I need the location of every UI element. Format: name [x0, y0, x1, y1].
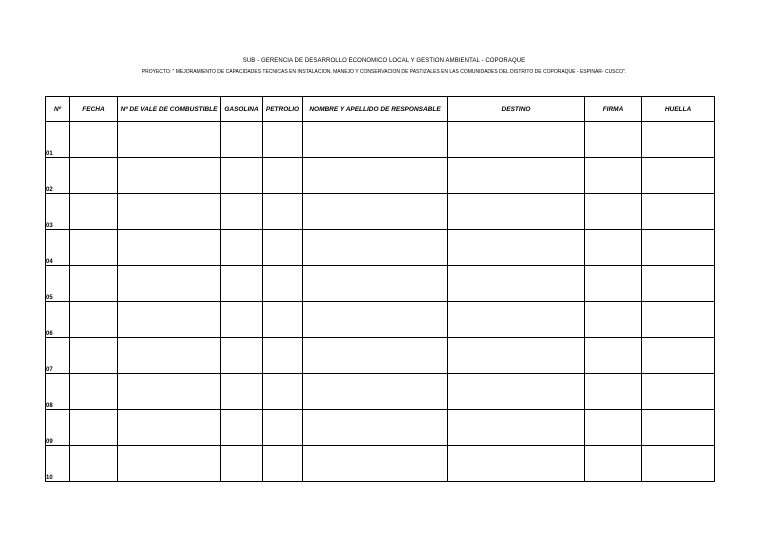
responsible-cell[interactable]	[303, 410, 448, 446]
signature-cell[interactable]	[585, 122, 642, 158]
row-number: 06	[46, 302, 70, 338]
gasoline-cell[interactable]	[221, 158, 263, 194]
destination-cell[interactable]	[448, 446, 585, 482]
diesel-cell[interactable]	[263, 158, 303, 194]
document-title: SUB - GERENCIA DE DESARROLLO ECONOMICO LOCAL Y GESTION AMBIENTAL - COPORAQUE	[242, 58, 526, 64]
destination-cell[interactable]	[448, 374, 585, 410]
gasoline-cell[interactable]	[221, 338, 263, 374]
row-number: 02	[46, 158, 70, 194]
table-row	[46, 338, 715, 374]
column-header-diesel: PETROLIO	[263, 97, 303, 122]
diesel-cell[interactable]	[263, 266, 303, 302]
responsible-cell[interactable]	[303, 158, 448, 194]
row-number: 05	[46, 266, 70, 302]
gasoline-cell[interactable]	[221, 230, 263, 266]
fingerprint-cell[interactable]	[642, 410, 715, 446]
destination-cell[interactable]	[448, 230, 585, 266]
voucher-cell[interactable]	[118, 230, 221, 266]
destination-cell[interactable]	[448, 338, 585, 374]
fingerprint-cell[interactable]	[642, 122, 715, 158]
table-row	[46, 302, 715, 338]
row-number: 08	[46, 374, 70, 410]
gasoline-cell[interactable]	[221, 410, 263, 446]
table-row	[46, 194, 715, 230]
table-row	[46, 410, 715, 446]
table-row	[46, 122, 715, 158]
project-subtitle: PROYECTO: " MEJORAMIENTO DE CAPACIDADES TECNICAS EN INSTALACION, MANEJO Y CONSERVACION DE PASTIZALES EN LAS COMUNIDADES DEL DISTRITO DE COPORAQUE - ESPINAR- CUSCO".	[141, 69, 627, 75]
table-row	[46, 266, 715, 302]
responsible-cell[interactable]	[303, 374, 448, 410]
column-header-destination: DESTINO	[448, 97, 585, 122]
column-header-fingerprint: HUELLA	[642, 97, 715, 122]
gasoline-cell[interactable]	[221, 446, 263, 482]
table-row	[46, 158, 715, 194]
table-row	[46, 230, 715, 266]
signature-cell[interactable]	[585, 230, 642, 266]
row-number: 10	[46, 446, 70, 482]
diesel-cell[interactable]	[263, 338, 303, 374]
responsible-cell[interactable]	[303, 446, 448, 482]
row-number: 09	[46, 410, 70, 446]
header-row	[46, 97, 715, 122]
date-cell[interactable]	[70, 230, 118, 266]
destination-cell[interactable]	[448, 194, 585, 230]
row-number: 03	[46, 194, 70, 230]
destination-cell[interactable]	[448, 158, 585, 194]
destination-cell[interactable]	[448, 266, 585, 302]
date-cell[interactable]	[70, 374, 118, 410]
destination-cell[interactable]	[448, 302, 585, 338]
signature-cell[interactable]	[585, 158, 642, 194]
column-header-signature: FIRMA	[585, 97, 642, 122]
column-header-responsible-name: NOMBRE Y APELLIDO DE RESPONSABLE	[303, 97, 448, 122]
row-number: 01	[46, 122, 70, 158]
fingerprint-cell[interactable]	[642, 194, 715, 230]
table-body	[46, 122, 715, 482]
voucher-cell[interactable]	[118, 302, 221, 338]
diesel-cell[interactable]	[263, 446, 303, 482]
date-cell[interactable]	[70, 338, 118, 374]
signature-cell[interactable]	[585, 410, 642, 446]
fingerprint-cell[interactable]	[642, 230, 715, 266]
row-number: 04	[46, 230, 70, 266]
signature-cell[interactable]	[585, 266, 642, 302]
date-cell[interactable]	[70, 446, 118, 482]
fingerprint-cell[interactable]	[642, 266, 715, 302]
voucher-cell[interactable]	[118, 338, 221, 374]
responsible-cell[interactable]	[303, 266, 448, 302]
diesel-cell[interactable]	[263, 410, 303, 446]
destination-cell[interactable]	[448, 410, 585, 446]
gasoline-cell[interactable]	[221, 122, 263, 158]
destination-cell[interactable]	[448, 122, 585, 158]
date-cell[interactable]	[70, 122, 118, 158]
signature-cell[interactable]	[585, 374, 642, 410]
signature-cell[interactable]	[585, 338, 642, 374]
responsible-cell[interactable]	[303, 302, 448, 338]
fingerprint-cell[interactable]	[642, 374, 715, 410]
fuel-log-table	[45, 96, 715, 482]
diesel-cell[interactable]	[263, 194, 303, 230]
column-header-gasoline: GASOLINA	[221, 97, 263, 122]
voucher-cell[interactable]	[118, 410, 221, 446]
column-header-voucher-number: Nº DE VALE DE COMBUSTIBLE	[118, 97, 221, 122]
fingerprint-cell[interactable]	[642, 302, 715, 338]
signature-cell[interactable]	[585, 446, 642, 482]
diesel-cell[interactable]	[263, 230, 303, 266]
gasoline-cell[interactable]	[221, 374, 263, 410]
signature-cell[interactable]	[585, 194, 642, 230]
responsible-cell[interactable]	[303, 122, 448, 158]
diesel-cell[interactable]	[263, 122, 303, 158]
column-header-number: Nº	[46, 97, 70, 122]
responsible-cell[interactable]	[303, 194, 448, 230]
diesel-cell[interactable]	[263, 374, 303, 410]
responsible-cell[interactable]	[303, 230, 448, 266]
voucher-cell[interactable]	[118, 122, 221, 158]
responsible-cell[interactable]	[303, 338, 448, 374]
date-cell[interactable]	[70, 266, 118, 302]
voucher-cell[interactable]	[118, 194, 221, 230]
voucher-cell[interactable]	[118, 158, 221, 194]
gasoline-cell[interactable]	[221, 302, 263, 338]
table-row	[46, 446, 715, 482]
date-cell[interactable]	[70, 302, 118, 338]
column-header-date: FECHA	[70, 97, 118, 122]
date-cell[interactable]	[70, 194, 118, 230]
fingerprint-cell[interactable]	[642, 446, 715, 482]
voucher-cell[interactable]	[118, 446, 221, 482]
diesel-cell[interactable]	[263, 302, 303, 338]
table-row	[46, 374, 715, 410]
voucher-cell[interactable]	[118, 374, 221, 410]
signature-cell[interactable]	[585, 302, 642, 338]
fingerprint-cell[interactable]	[642, 338, 715, 374]
date-cell[interactable]	[70, 410, 118, 446]
date-cell[interactable]	[70, 158, 118, 194]
gasoline-cell[interactable]	[221, 194, 263, 230]
row-number: 07	[46, 338, 70, 374]
voucher-cell[interactable]	[118, 266, 221, 302]
gasoline-cell[interactable]	[221, 266, 263, 302]
fingerprint-cell[interactable]	[642, 158, 715, 194]
